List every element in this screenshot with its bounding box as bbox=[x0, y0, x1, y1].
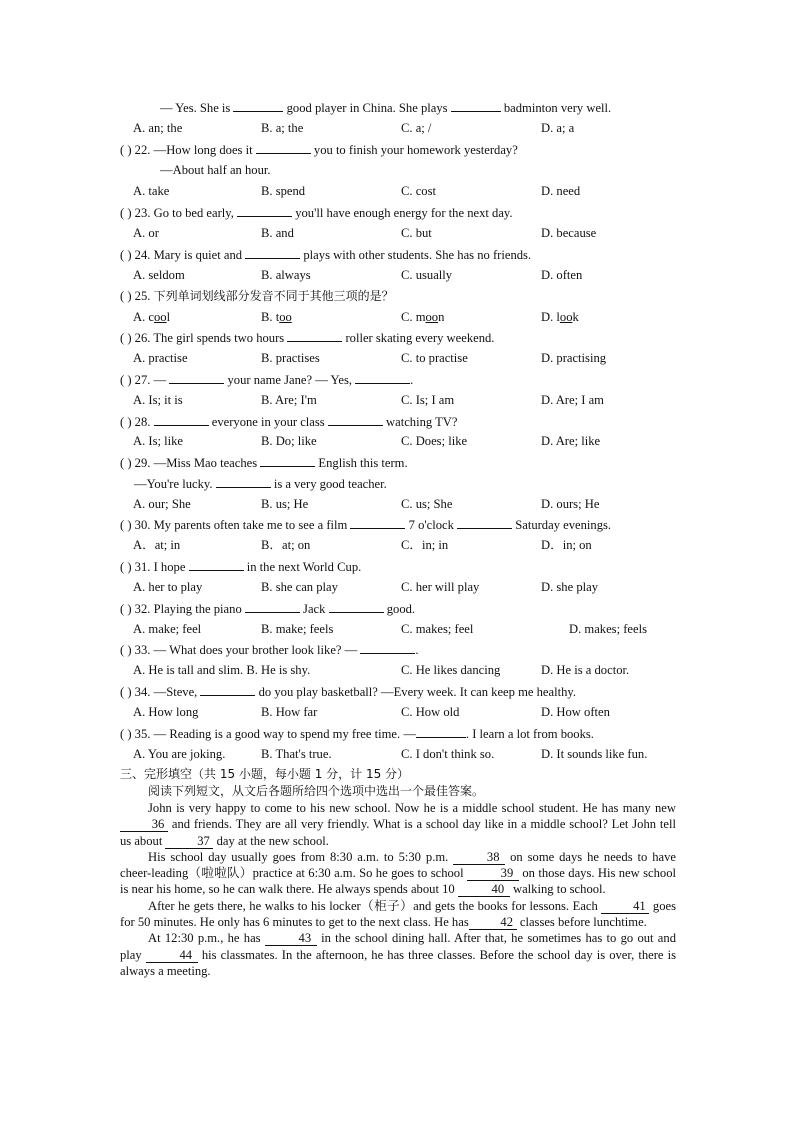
option-d: D. How often bbox=[541, 705, 610, 719]
option-c: C. to practise bbox=[401, 351, 468, 365]
cloze-blank-37[interactable]: 37 bbox=[165, 834, 213, 849]
cloze-blank-40[interactable]: 40 bbox=[458, 882, 510, 897]
q23-prompt: ( ) 23. Go to bed early, you'll have enough energy for the next day. bbox=[120, 206, 513, 220]
option-a: A. an; the bbox=[133, 121, 183, 135]
option-c: C. I don't think so. bbox=[401, 747, 495, 761]
option-d: D. because bbox=[541, 226, 597, 240]
section-heading: 三、完形填空（共 15 小题，每小题 1 分，计 15 分） bbox=[120, 767, 410, 781]
q22-line2: —About half an hour. bbox=[160, 163, 271, 177]
cloze-blank-43[interactable]: 43 bbox=[265, 931, 317, 946]
q29-line2: —You're lucky. is a very good teacher. bbox=[134, 477, 387, 491]
answer-blank[interactable] bbox=[216, 475, 271, 488]
option-b: B. too bbox=[261, 310, 292, 324]
q32-prompt: ( ) 32. Playing the piano Jack good. bbox=[120, 602, 416, 616]
q21-prompt: — Yes. She is good player in China. She plays badminton very well. bbox=[160, 101, 612, 115]
answer-blank[interactable] bbox=[350, 516, 405, 529]
q30-prompt: ( ) 30. My parents often take me to see a film 7 o'clock Saturday evenings. bbox=[120, 518, 612, 532]
option-c: C. Does; like bbox=[401, 434, 468, 448]
option-a: A. cool bbox=[133, 310, 171, 324]
option-b: B．at; on bbox=[261, 538, 311, 552]
option-a: A. our; She bbox=[133, 497, 191, 511]
q28-prompt: ( ) 28. everyone in your class watching TV? bbox=[120, 415, 458, 429]
option-b: B. and bbox=[261, 226, 294, 240]
option-a: A. seldom bbox=[133, 268, 185, 282]
option-b: B. Do; like bbox=[261, 434, 317, 448]
answer-blank[interactable] bbox=[256, 141, 311, 154]
option-a: A. take bbox=[133, 184, 170, 198]
answer-blank[interactable] bbox=[260, 454, 315, 467]
section-instruction: 阅读下列短文，从文后各题所给四个选项中选出一个最佳答案。 bbox=[148, 784, 485, 798]
option-d: D. she play bbox=[541, 580, 599, 594]
option-b: B. make; feels bbox=[261, 622, 334, 636]
cloze-blank-39[interactable]: 39 bbox=[467, 866, 519, 881]
option-c: C. How old bbox=[401, 705, 460, 719]
passage-paragraph-2: His school day usually goes from 8:30 a.m. to 5:30 p.m. 38 on some days he needs to have cheer-leading（啦啦队）practice at 6:30 a.m. So he goes to school 39 on those days. His new school is near his home, so he can walk there. He always spends about 10 40 walking to school. bbox=[120, 849, 676, 897]
option-c: C. moon bbox=[401, 310, 445, 324]
option-a: A. her to play bbox=[133, 580, 203, 594]
option-a: A. make; feel bbox=[133, 622, 202, 636]
option-c: C. Is; I am bbox=[401, 393, 455, 407]
option-d: D. a; a bbox=[541, 121, 575, 135]
answer-blank[interactable] bbox=[189, 558, 244, 571]
q22-prompt: ( ) 22. —How long does it you to finish your homework yesterday? bbox=[120, 143, 518, 157]
answer-blank[interactable] bbox=[233, 99, 283, 112]
q27-prompt: ( ) 27. — your name Jane? — Yes, . bbox=[120, 373, 414, 387]
cloze-blank-38[interactable]: 38 bbox=[453, 850, 505, 865]
cloze-blank-44[interactable]: 44 bbox=[146, 948, 198, 963]
option-d: D. look bbox=[541, 310, 579, 324]
option-d: D．in; on bbox=[541, 538, 592, 552]
answer-blank[interactable] bbox=[355, 371, 410, 384]
option-a: A．at; in bbox=[133, 538, 181, 552]
option-d: D. practising bbox=[541, 351, 607, 365]
passage-paragraph-1: John is very happy to come to his new school. Now he is a middle school student. He has many new 36 and friends. They are all very friendly. What is a school day like in a middle school? Let John tell us about 37 day at the new school. bbox=[120, 801, 676, 848]
q31-prompt: ( ) 31. I hope in the next World Cup. bbox=[120, 560, 362, 574]
option-b: B. us; He bbox=[261, 497, 309, 511]
option-d: D. He is a doctor. bbox=[541, 663, 630, 677]
q34-prompt: ( ) 34. —Steve, do you play basketball? —Every week. It can keep me healthy. bbox=[120, 685, 577, 699]
cloze-blank-36[interactable]: 36 bbox=[120, 817, 168, 832]
option-b: B. always bbox=[261, 268, 311, 282]
answer-blank[interactable] bbox=[245, 600, 300, 613]
option-d: D. makes; feels bbox=[569, 622, 647, 636]
answer-blank[interactable] bbox=[169, 371, 224, 384]
option-c: C．in; in bbox=[401, 538, 449, 552]
option-b: B. spend bbox=[261, 184, 306, 198]
option-b: B. practises bbox=[261, 351, 320, 365]
option-b: B. How far bbox=[261, 705, 318, 719]
answer-blank[interactable] bbox=[154, 413, 209, 426]
passage-paragraph-3: After he gets there, he walks to his locker（柜子）and gets the books for lessons. Each 41 goes for 50 minutes. He only has 6 minutes to get to the next class. He has 42 classes before lunchtime. bbox=[120, 898, 676, 930]
cloze-blank-42[interactable]: 42 bbox=[469, 915, 517, 930]
option-b: B. Are; I'm bbox=[261, 393, 317, 407]
option-a: A. or bbox=[133, 226, 159, 240]
q33-prompt: ( ) 33. — What does your brother look like? — . bbox=[120, 643, 419, 657]
answer-blank[interactable] bbox=[416, 725, 466, 738]
answer-blank[interactable] bbox=[328, 413, 383, 426]
q29-prompt: ( ) 29. —Miss Mao teaches English this term. bbox=[120, 456, 408, 470]
q26-prompt: ( ) 26. The girl spends two hours roller skating every weekend. bbox=[120, 331, 495, 345]
option-b: B. That's true. bbox=[261, 747, 332, 761]
option-c: C. He likes dancing bbox=[401, 663, 501, 677]
option-c: C. a; / bbox=[401, 121, 432, 135]
option-d: D. often bbox=[541, 268, 583, 282]
answer-blank[interactable] bbox=[200, 683, 255, 696]
passage-paragraph-4: At 12:30 p.m., he has 43 in the school dining hall. After that, he sometimes has to go out and play 44 his classmates. In the afternoon, he has three classes. Before the school day is over, there is always a meeting. bbox=[120, 931, 676, 978]
answer-blank[interactable] bbox=[451, 99, 501, 112]
option-a: A. practise bbox=[133, 351, 188, 365]
option-a: A. Is; it is bbox=[133, 393, 183, 407]
cloze-blank-41[interactable]: 41 bbox=[601, 899, 649, 914]
option-d: D. need bbox=[541, 184, 581, 198]
q24-prompt: ( ) 24. Mary is quiet and plays with other students. She has no friends. bbox=[120, 248, 532, 262]
cloze-passage bbox=[120, 800, 676, 979]
answer-blank[interactable] bbox=[287, 329, 342, 342]
option-c: C. us; She bbox=[401, 497, 453, 511]
q25-prompt: ( ) 25. 下列单词划线部分发音不同于其他三项的是？ bbox=[120, 289, 394, 303]
option-a: A. Is; like bbox=[133, 434, 184, 448]
option-c: C. her will play bbox=[401, 580, 480, 594]
answer-blank[interactable] bbox=[457, 516, 512, 529]
option-ab: A. He is tall and slim. B. He is shy. bbox=[133, 663, 311, 677]
option-c: C. usually bbox=[401, 268, 453, 282]
option-c: C. cost bbox=[401, 184, 436, 198]
answer-blank[interactable] bbox=[245, 246, 300, 259]
option-d: D. It sounds like fun. bbox=[541, 747, 648, 761]
option-b: B. she can play bbox=[261, 580, 338, 594]
option-d: D. Are; like bbox=[541, 434, 601, 448]
answer-blank[interactable] bbox=[360, 641, 415, 654]
answer-blank[interactable] bbox=[237, 204, 292, 217]
option-a: A. How long bbox=[133, 705, 199, 719]
q35-prompt: ( ) 35. — Reading is a good way to spend my free time. — . I learn a lot from books. bbox=[120, 727, 594, 741]
answer-blank[interactable] bbox=[329, 600, 384, 613]
option-c: C. but bbox=[401, 226, 432, 240]
option-c: C. makes; feel bbox=[401, 622, 474, 636]
option-d: D. Are; I am bbox=[541, 393, 604, 407]
option-d: D. ours; He bbox=[541, 497, 600, 511]
option-a: A. You are joking. bbox=[133, 747, 226, 761]
option-b: B. a; the bbox=[261, 121, 304, 135]
